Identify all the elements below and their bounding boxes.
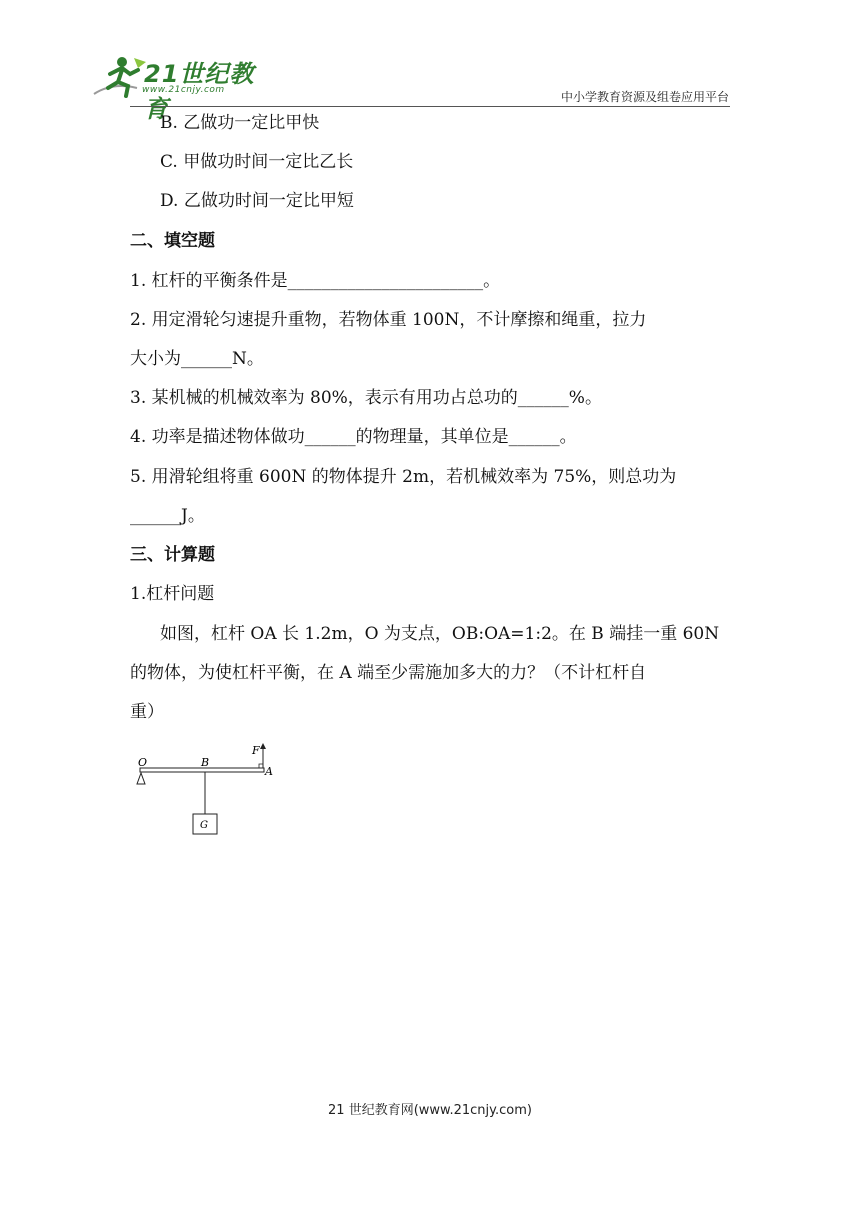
header-divider	[130, 106, 730, 107]
lever-diagram	[132, 740, 282, 840]
problem-text: 如图，杠杆 OA 长 1.2m，O 为支点，OB:OA=1:2。在 B 端挂一重 60N	[160, 624, 720, 644]
force-arrowhead	[260, 743, 266, 749]
question-line: 3. 某机械的机械效率为 80%，表示有用功占总功的______%。	[130, 388, 602, 408]
problem-text: 重）	[130, 702, 164, 722]
section-heading-calculation: 三、计算题	[130, 545, 215, 565]
subsection-title: 1.杠杆问题	[130, 584, 215, 604]
question-line: 大小为______N。	[130, 349, 264, 369]
pivot-triangle	[137, 773, 145, 784]
question-line: ______J。	[130, 506, 205, 526]
option-c: C. 甲做功时间一定比乙长	[160, 152, 354, 172]
label-f: F	[252, 744, 260, 757]
logo-url: www.21cnjy.com	[142, 85, 225, 95]
question-line: 2. 用定滑轮匀速提升重物，若物体重 100N，不计摩擦和绳重，拉力	[130, 310, 647, 330]
label-b: B	[201, 756, 210, 769]
question-line: 4. 功率是描述物体做功______的物理量，其单位是______。	[130, 427, 577, 447]
option-b: B. 乙做功一定比甲快	[160, 113, 320, 133]
question-line: 5. 用滑轮组将重 600N 的物体提升 2m，若机械效率为 75%，则总功为	[130, 467, 677, 487]
question-line: 1. 杠杆的平衡条件是_______________________。	[130, 271, 501, 291]
logo-text: 21世纪教育	[144, 60, 255, 123]
section-heading-fill-blank: 二、填空题	[130, 231, 215, 251]
problem-text: 的物体，为使杠杆平衡，在 A 端至少需施加多大的力？（不计杠杆自	[130, 663, 647, 683]
option-d: D. 乙做功时间一定比甲短	[160, 191, 354, 211]
right-angle-mark	[259, 764, 263, 768]
label-g: G	[200, 820, 208, 831]
label-o: O	[138, 756, 148, 769]
page-footer: 21 世纪教育网(www.21cnjy.com)	[328, 1103, 532, 1118]
header-platform-text: 中小学教育资源及组卷应用平台	[560, 90, 729, 104]
site-logo	[92, 52, 262, 123]
label-a: A	[265, 765, 273, 778]
